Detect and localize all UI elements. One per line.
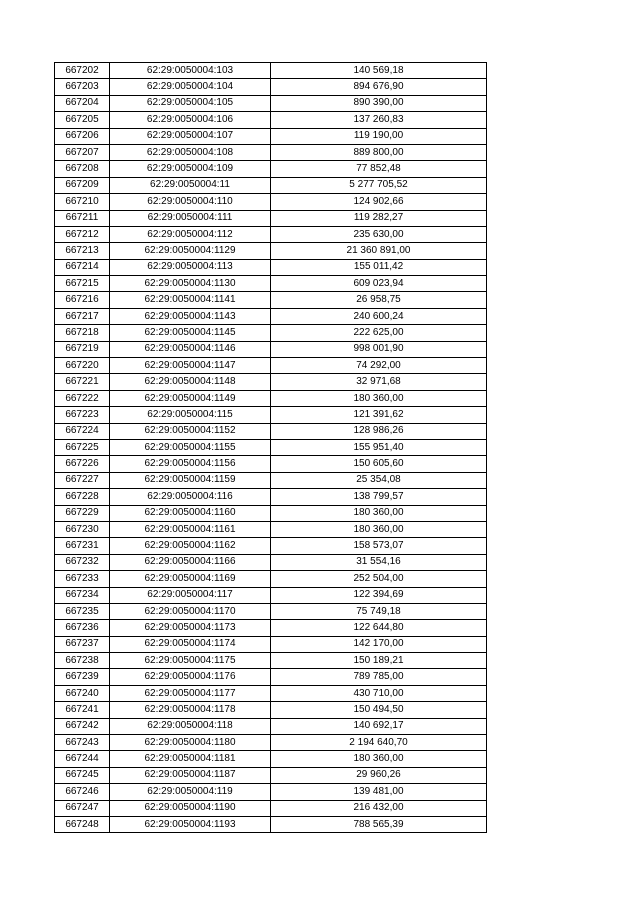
cell-row-number: 667210: [55, 194, 110, 210]
cell-cadastral-number: 62:29:0050004:119: [110, 784, 271, 800]
cell-row-number: 667248: [55, 816, 110, 832]
cell-cadastral-value: 252 504,00: [271, 571, 487, 587]
cell-cadastral-value: 119 190,00: [271, 128, 487, 144]
cell-cadastral-number: 62:29:0050004:1160: [110, 505, 271, 521]
cell-cadastral-value: 180 360,00: [271, 505, 487, 521]
cell-cadastral-value: 180 360,00: [271, 390, 487, 406]
cell-cadastral-number: 62:29:0050004:1156: [110, 456, 271, 472]
cell-cadastral-number: 62:29:0050004:115: [110, 407, 271, 423]
cell-cadastral-number: 62:29:0050004:1148: [110, 374, 271, 390]
cell-cadastral-number: 62:29:0050004:116: [110, 489, 271, 505]
cell-cadastral-number: 62:29:0050004:1152: [110, 423, 271, 439]
cell-cadastral-number: 62:29:0050004:118: [110, 718, 271, 734]
cell-cadastral-number: 62:29:0050004:1180: [110, 735, 271, 751]
cell-row-number: 667231: [55, 538, 110, 554]
cell-cadastral-value: 74 292,00: [271, 358, 487, 374]
cell-row-number: 667223: [55, 407, 110, 423]
table-row: [55, 751, 487, 767]
cell-cadastral-number: 62:29:0050004:107: [110, 128, 271, 144]
table-row: [55, 767, 487, 783]
table-row: [55, 603, 487, 619]
cell-cadastral-number: 62:29:0050004:1173: [110, 620, 271, 636]
cell-cadastral-number: 62:29:0050004:106: [110, 112, 271, 128]
cell-cadastral-value: 140 569,18: [271, 63, 487, 79]
cell-cadastral-number: 62:29:0050004:1187: [110, 767, 271, 783]
table-row: [55, 735, 487, 751]
table-row: [55, 407, 487, 423]
table-row: [55, 161, 487, 177]
table-row: [55, 177, 487, 193]
table-row: [55, 784, 487, 800]
cell-cadastral-number: 62:29:0050004:1190: [110, 800, 271, 816]
cell-cadastral-value: 235 630,00: [271, 226, 487, 242]
table-row: [55, 620, 487, 636]
cell-cadastral-number: 62:29:0050004:104: [110, 79, 271, 95]
cell-row-number: 667232: [55, 554, 110, 570]
cell-cadastral-number: 62:29:0050004:1146: [110, 341, 271, 357]
cell-cadastral-number: 62:29:0050004:1176: [110, 669, 271, 685]
cell-row-number: 667209: [55, 177, 110, 193]
cell-cadastral-number: 62:29:0050004:108: [110, 144, 271, 160]
table-row: [55, 653, 487, 669]
cell-cadastral-number: 62:29:0050004:1175: [110, 653, 271, 669]
cell-cadastral-value: 5 277 705,52: [271, 177, 487, 193]
table-row: [55, 292, 487, 308]
cell-cadastral-number: 62:29:0050004:1141: [110, 292, 271, 308]
cell-row-number: 667236: [55, 620, 110, 636]
cell-cadastral-value: 128 986,26: [271, 423, 487, 439]
cell-row-number: 667233: [55, 571, 110, 587]
cell-cadastral-number: 62:29:0050004:11: [110, 177, 271, 193]
cell-cadastral-value: 75 749,18: [271, 603, 487, 619]
cell-row-number: 667218: [55, 325, 110, 341]
table-row: [55, 128, 487, 144]
cell-cadastral-number: 62:29:0050004:113: [110, 259, 271, 275]
cell-cadastral-number: 62:29:0050004:1145: [110, 325, 271, 341]
cell-cadastral-value: 77 852,48: [271, 161, 487, 177]
cell-cadastral-number: 62:29:0050004:1166: [110, 554, 271, 570]
cell-row-number: 667242: [55, 718, 110, 734]
cell-cadastral-value: 789 785,00: [271, 669, 487, 685]
cell-cadastral-number: 62:29:0050004:1159: [110, 472, 271, 488]
cell-row-number: 667235: [55, 603, 110, 619]
table-row: [55, 79, 487, 95]
cell-cadastral-value: 122 394,69: [271, 587, 487, 603]
table-row: [55, 554, 487, 570]
cell-cadastral-value: 150 189,21: [271, 653, 487, 669]
cell-row-number: 667219: [55, 341, 110, 357]
cell-cadastral-value: 32 971,68: [271, 374, 487, 390]
cell-cadastral-value: 430 710,00: [271, 685, 487, 701]
table-row: [55, 243, 487, 259]
cell-row-number: 667243: [55, 735, 110, 751]
cell-cadastral-value: 158 573,07: [271, 538, 487, 554]
cell-row-number: 667213: [55, 243, 110, 259]
cell-cadastral-value: 216 432,00: [271, 800, 487, 816]
cell-row-number: 667241: [55, 702, 110, 718]
cell-cadastral-value: 138 799,57: [271, 489, 487, 505]
cell-cadastral-number: 62:29:0050004:1147: [110, 358, 271, 374]
table-row: [55, 571, 487, 587]
cell-cadastral-number: 62:29:0050004:1161: [110, 521, 271, 537]
cell-row-number: 667239: [55, 669, 110, 685]
table-row: [55, 194, 487, 210]
cell-cadastral-value: 29 960,26: [271, 767, 487, 783]
cell-row-number: 667224: [55, 423, 110, 439]
cell-cadastral-number: 62:29:0050004:117: [110, 587, 271, 603]
table-row: [55, 112, 487, 128]
cell-cadastral-value: 889 800,00: [271, 144, 487, 160]
table-row: [55, 816, 487, 832]
cell-row-number: 667246: [55, 784, 110, 800]
cell-row-number: 667228: [55, 489, 110, 505]
cell-row-number: 667212: [55, 226, 110, 242]
table-row: [55, 439, 487, 455]
cell-row-number: 667208: [55, 161, 110, 177]
cell-row-number: 667221: [55, 374, 110, 390]
table-row: [55, 210, 487, 226]
cell-cadastral-number: 62:29:0050004:1178: [110, 702, 271, 718]
cell-cadastral-value: 142 170,00: [271, 636, 487, 652]
cell-row-number: 667217: [55, 308, 110, 324]
cell-row-number: 667240: [55, 685, 110, 701]
cell-cadastral-value: 139 481,00: [271, 784, 487, 800]
cell-cadastral-number: 62:29:0050004:1169: [110, 571, 271, 587]
cell-cadastral-number: 62:29:0050004:1155: [110, 439, 271, 455]
cell-cadastral-number: 62:29:0050004:1129: [110, 243, 271, 259]
cell-cadastral-value: 180 360,00: [271, 521, 487, 537]
cell-cadastral-number: 62:29:0050004:1193: [110, 816, 271, 832]
cell-cadastral-number: 62:29:0050004:1149: [110, 390, 271, 406]
cell-cadastral-value: 890 390,00: [271, 95, 487, 111]
cell-cadastral-value: 150 605,60: [271, 456, 487, 472]
cell-cadastral-value: 222 625,00: [271, 325, 487, 341]
cell-cadastral-value: 155 011,42: [271, 259, 487, 275]
cell-row-number: 667203: [55, 79, 110, 95]
table-row: [55, 95, 487, 111]
cell-cadastral-value: 140 692,17: [271, 718, 487, 734]
table-row: [55, 685, 487, 701]
cell-cadastral-value: 21 360 891,00: [271, 243, 487, 259]
cell-row-number: 667230: [55, 521, 110, 537]
cell-row-number: 667244: [55, 751, 110, 767]
cell-row-number: 667238: [55, 653, 110, 669]
table-row: [55, 669, 487, 685]
cell-cadastral-number: 62:29:0050004:103: [110, 63, 271, 79]
table-row: [55, 276, 487, 292]
cadastral-value-table: [54, 62, 487, 833]
cell-cadastral-value: 180 360,00: [271, 751, 487, 767]
cell-cadastral-value: 788 565,39: [271, 816, 487, 832]
cell-row-number: 667216: [55, 292, 110, 308]
table-row: [55, 505, 487, 521]
table-body: [55, 63, 487, 833]
cell-row-number: 667202: [55, 63, 110, 79]
cell-cadastral-number: 62:29:0050004:1174: [110, 636, 271, 652]
cell-cadastral-value: 122 644,80: [271, 620, 487, 636]
table-row: [55, 63, 487, 79]
table-row: [55, 144, 487, 160]
cell-row-number: 667245: [55, 767, 110, 783]
cell-cadastral-value: 26 958,75: [271, 292, 487, 308]
cell-row-number: 667215: [55, 276, 110, 292]
cell-cadastral-number: 62:29:0050004:1181: [110, 751, 271, 767]
cell-row-number: 667205: [55, 112, 110, 128]
table-row: [55, 718, 487, 734]
cell-row-number: 667206: [55, 128, 110, 144]
cell-row-number: 667207: [55, 144, 110, 160]
cell-cadastral-value: 155 951,40: [271, 439, 487, 455]
table-row: [55, 702, 487, 718]
table-row: [55, 636, 487, 652]
cell-cadastral-value: 998 001,90: [271, 341, 487, 357]
table-row: [55, 521, 487, 537]
cell-row-number: 667225: [55, 439, 110, 455]
cell-row-number: 667204: [55, 95, 110, 111]
cell-cadastral-number: 62:29:0050004:110: [110, 194, 271, 210]
cell-row-number: 667214: [55, 259, 110, 275]
cell-cadastral-number: 62:29:0050004:1143: [110, 308, 271, 324]
cell-row-number: 667234: [55, 587, 110, 603]
cell-row-number: 667237: [55, 636, 110, 652]
cell-cadastral-number: 62:29:0050004:111: [110, 210, 271, 226]
cell-cadastral-value: 124 902,66: [271, 194, 487, 210]
cell-cadastral-value: 240 600,24: [271, 308, 487, 324]
table-row: [55, 325, 487, 341]
table-row: [55, 538, 487, 554]
table-row: [55, 800, 487, 816]
table-row: [55, 456, 487, 472]
cell-cadastral-value: 150 494,50: [271, 702, 487, 718]
cell-cadastral-number: 62:29:0050004:1130: [110, 276, 271, 292]
cell-cadastral-value: 119 282,27: [271, 210, 487, 226]
cell-row-number: 667226: [55, 456, 110, 472]
table-row: [55, 374, 487, 390]
cell-cadastral-value: 31 554,16: [271, 554, 487, 570]
table-row: [55, 226, 487, 242]
table-row: [55, 489, 487, 505]
cell-row-number: 667227: [55, 472, 110, 488]
cell-cadastral-number: 62:29:0050004:112: [110, 226, 271, 242]
cell-row-number: 667211: [55, 210, 110, 226]
table-row: [55, 341, 487, 357]
cell-cadastral-value: 25 354,08: [271, 472, 487, 488]
cell-row-number: 667229: [55, 505, 110, 521]
cell-cadastral-value: 137 260,83: [271, 112, 487, 128]
cell-cadastral-number: 62:29:0050004:1177: [110, 685, 271, 701]
cell-cadastral-value: 2 194 640,70: [271, 735, 487, 751]
cell-cadastral-number: 62:29:0050004:105: [110, 95, 271, 111]
cell-cadastral-number: 62:29:0050004:109: [110, 161, 271, 177]
table-row: [55, 587, 487, 603]
table-row: [55, 423, 487, 439]
cell-cadastral-value: 894 676,90: [271, 79, 487, 95]
table-row: [55, 308, 487, 324]
table-row: [55, 472, 487, 488]
table-row: [55, 358, 487, 374]
cell-row-number: 667220: [55, 358, 110, 374]
cell-cadastral-number: 62:29:0050004:1162: [110, 538, 271, 554]
table-row: [55, 259, 487, 275]
cell-cadastral-value: 609 023,94: [271, 276, 487, 292]
table-row: [55, 390, 487, 406]
cell-row-number: 667222: [55, 390, 110, 406]
cell-cadastral-value: 121 391,62: [271, 407, 487, 423]
cell-cadastral-number: 62:29:0050004:1170: [110, 603, 271, 619]
cell-row-number: 667247: [55, 800, 110, 816]
